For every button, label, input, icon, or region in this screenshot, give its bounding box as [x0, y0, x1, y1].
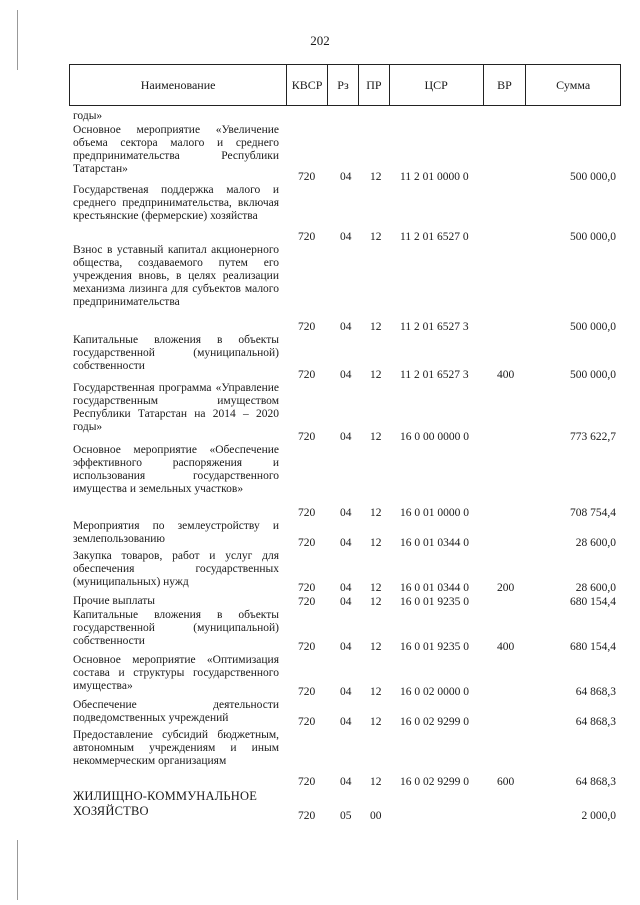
row-pr: 12 — [370, 686, 382, 698]
row-vr: 400 — [497, 369, 515, 381]
table-row — [0, 382, 640, 444]
row-kvsr: 720 — [298, 537, 316, 549]
row-rz: 04 — [340, 641, 352, 653]
row-name: Закупка товаров, работ и услуг для обеспечения государственных (муниципальных) нужд — [73, 550, 279, 588]
row-sum: 500 000,0 — [570, 369, 616, 381]
row-kvsr: 720 — [298, 321, 316, 333]
table-row — [0, 184, 640, 244]
header-vr: ВР — [484, 65, 527, 105]
row-kvsr: 720 — [298, 810, 316, 822]
row-csr: 16 0 01 0000 0 — [400, 507, 469, 519]
row-csr: 16 0 01 0344 0 — [400, 582, 469, 594]
row-pr: 12 — [370, 596, 382, 608]
row-name: Основное мероприятие «Обеспечение эффективного распоряжения и использования государственного имущества и земельных участков» — [73, 444, 279, 495]
page-number: 202 — [310, 33, 330, 48]
row-kvsr: 720 — [298, 171, 316, 183]
row-rz: 04 — [340, 507, 352, 519]
row-name: Предоставление субсидий бюджетным, автономным учреждениям и иным некоммерческим организациям — [73, 729, 279, 767]
row-name: Государственная программа «Управление государственным имуществом Республики Татарстан на 2014 – 2020 годы» — [73, 382, 279, 433]
table-row — [0, 520, 640, 550]
header-kvsr: КВСР — [287, 65, 328, 105]
row-rz: 04 — [340, 716, 352, 728]
row-name: Капитальные вложения в объекты государственной (муниципальной) собственности — [73, 334, 279, 372]
row-sum: 680 154,4 — [570, 596, 616, 608]
row-pr: 12 — [370, 431, 382, 443]
row-kvsr: 720 — [298, 431, 316, 443]
row-rz: 04 — [340, 582, 352, 594]
row-vr: 200 — [497, 582, 515, 594]
row-rz: 04 — [340, 231, 352, 243]
row-csr: 11 2 01 0000 0 — [400, 171, 469, 183]
row-name: Обеспечение деятельности подведомственных учреждений — [73, 699, 279, 724]
header-pr: ПР — [359, 65, 390, 105]
continuation-text: годы» — [73, 110, 103, 122]
row-sum: 64 868,3 — [575, 776, 616, 788]
row-rz: 04 — [340, 369, 352, 381]
table-row — [0, 244, 640, 334]
row-csr: 16 0 02 9299 0 — [400, 776, 469, 788]
header-sum: Сумма — [556, 77, 591, 92]
row-vr: 600 — [497, 776, 515, 788]
row-rz: 04 — [340, 171, 352, 183]
row-name: Прочие выплаты — [73, 595, 156, 607]
row-sum: 64 868,3 — [575, 686, 616, 698]
row-kvsr: 720 — [298, 596, 316, 608]
row-csr: 16 0 00 0000 0 — [400, 431, 469, 443]
row-name: ЖИЛИЩНО-КОММУНАЛЬНОЕ ХОЗЯЙСТВО — [73, 789, 258, 818]
row-rz: 04 — [340, 537, 352, 549]
row-rz: 04 — [340, 431, 352, 443]
table-row — [0, 124, 640, 184]
row-sum: 500 000,0 — [570, 231, 616, 243]
table-row — [0, 609, 640, 654]
table-row — [0, 654, 640, 699]
row-pr: 12 — [370, 716, 382, 728]
row-name: Государственая поддержка малого и среднего предпринимательства, включая крестьянские (фермерские) хозяйства — [73, 184, 279, 222]
row-kvsr: 720 — [298, 686, 316, 698]
row-kvsr: 720 — [298, 641, 316, 653]
table-row — [0, 729, 640, 789]
row-csr: 16 0 02 9299 0 — [400, 716, 469, 728]
row-csr: 11 2 01 6527 0 — [400, 231, 469, 243]
row-sum: 28 600,0 — [575, 537, 616, 549]
row-kvsr: 720 — [298, 231, 316, 243]
row-kvsr: 720 — [298, 369, 316, 381]
table-row — [0, 550, 640, 595]
table-row — [0, 595, 640, 609]
header-name: Наименование — [70, 65, 287, 105]
row-sum: 2 000,0 — [581, 810, 616, 822]
row-pr: 12 — [370, 369, 382, 381]
row-pr: 12 — [370, 776, 382, 788]
row-rz: 05 — [340, 810, 352, 822]
row-sum: 773 622,7 — [570, 431, 616, 443]
row-rz: 04 — [340, 596, 352, 608]
row-pr: 12 — [370, 537, 382, 549]
row-sum: 708 754,4 — [570, 507, 616, 519]
row-name: Мероприятия по землеустройству и землепользованию — [73, 520, 279, 545]
row-name: Основное мероприятие «Оптимизация состава и структуры государственного имущества» — [73, 654, 279, 692]
header-rz: Рз — [328, 65, 359, 105]
row-name: Основное мероприятие «Увеличение объема сектора малого и среднего предпринимательства Республики Татарстан» — [73, 124, 279, 175]
row-csr: 16 0 01 9235 0 — [400, 641, 469, 653]
row-rz: 04 — [340, 686, 352, 698]
row-pr: 00 — [370, 810, 382, 822]
row-kvsr: 720 — [298, 582, 316, 594]
row-kvsr: 720 — [298, 716, 316, 728]
row-pr: 12 — [370, 507, 382, 519]
row-sum: 500 000,0 — [570, 321, 616, 333]
row-sum: 500 000,0 — [570, 171, 616, 183]
table-row — [0, 334, 640, 382]
row-csr: 16 0 01 9235 0 — [400, 596, 469, 608]
row-rz: 04 — [340, 776, 352, 788]
row-sum: 28 600,0 — [575, 582, 616, 594]
row-csr: 16 0 01 0344 0 — [400, 537, 469, 549]
row-pr: 12 — [370, 321, 382, 333]
row-pr: 12 — [370, 231, 382, 243]
left-margin-mark — [17, 840, 18, 900]
row-kvsr: 720 — [298, 507, 316, 519]
row-vr: 400 — [497, 641, 515, 653]
row-sum: 64 868,3 — [575, 716, 616, 728]
row-kvsr: 720 — [298, 776, 316, 788]
row-csr: 16 0 02 0000 0 — [400, 686, 469, 698]
table-body — [0, 124, 640, 823]
table-row — [0, 789, 640, 823]
table-header — [69, 64, 621, 106]
row-name: Взнос в уставный капитал акционерного общества, создаваемого путем его учреждения вновь, в целях реализации механизма лизинга для субъектов малого предпринимательства — [73, 244, 279, 308]
row-csr: 11 2 01 6527 3 — [400, 321, 469, 333]
row-csr: 11 2 01 6527 3 — [400, 369, 469, 381]
row-pr: 12 — [370, 171, 382, 183]
header-csr: ЦСР — [390, 65, 484, 105]
row-rz: 04 — [340, 321, 352, 333]
row-pr: 12 — [370, 582, 382, 594]
row-sum: 680 154,4 — [570, 641, 616, 653]
row-name: Капитальные вложения в объекты государственной (муниципальной) собственности — [73, 609, 279, 647]
table-row — [0, 444, 640, 520]
table-row — [0, 699, 640, 729]
row-pr: 12 — [370, 641, 382, 653]
